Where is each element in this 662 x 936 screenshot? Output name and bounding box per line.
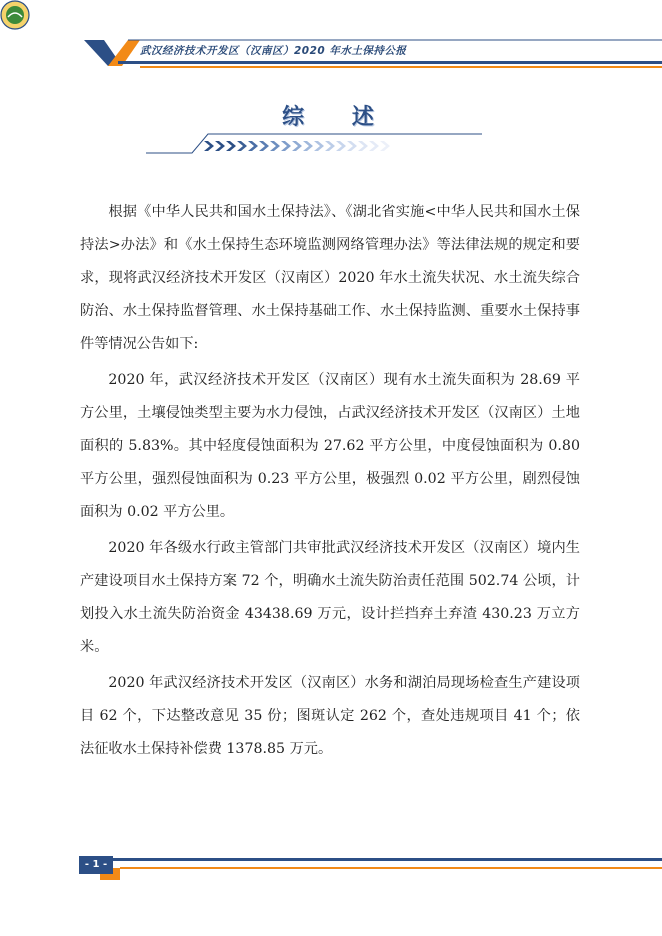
- paragraph-intro: 根据《中华人民共和国水土保持法》、《湖北省实施<中华人民共和国水土保持法>办法》和《水土保持生态环境监测网络管理办法》等法律法规的规定和要求，现将武汉经济技术开发区（汉南区）2020 年水土流失状况、水土流失综合防治、水土保持监督管理、水土保持基础工作、水土保持监测、重要水土保持事件等情况公告如下:: [80, 204, 580, 352]
- section-title: 综 述: [282, 104, 394, 130]
- paragraph-erosion-status: 2020 年，武汉经济技术开发区（汉南区）现有水土流失面积为 28.69 平方公里，土壤侵蚀类型主要为水力侵蚀，占武汉经济技术开发区（汉南区）土地面积的 5.83%。其中轻度侵蚀面积为 27.62 平方公里，中度侵蚀面积为 0.80 平方公里，强烈侵蚀面积为 0.23 平方公里，极强烈 0.02 平方公里，剧烈侵蚀面积为 0.02 平方公里。: [80, 372, 580, 520]
- section-title-arrows: [204, 141, 390, 151]
- footer-line-blue: [113, 858, 662, 861]
- footer-line-orange: [120, 867, 662, 869]
- header-title: 武汉经济技术开发区（汉南区）2020 年水土保持公报: [140, 45, 407, 57]
- paragraph-project-approval: 2020 年各级水行政主管部门共审批武汉经济技术开发区（汉南区）境内生产建设项目水土保持方案 72 个，明确水土流失防治责任范围 502.74 公顷，计划投入水土流失防治资金 43438.69 万元，设计拦挡弃土弃渣 430.23 万立方米。: [80, 540, 580, 655]
- bureau-emblem-icon: [0, 0, 30, 30]
- header-line-orange: [140, 66, 662, 68]
- header-decoration: [0, 0, 662, 80]
- header-line-blue: [118, 61, 662, 64]
- page-number: - 1 -: [79, 856, 113, 874]
- document-body: [80, 196, 580, 769]
- section-title-underline: [146, 134, 482, 153]
- paragraph-supervision: 2020 年武汉经济技术开发区（汉南区）水务和湖泊局现场检查生产建设项目 62 个，下达整改意见 35 份；图斑认定 262 个，查处违规项目 41 个；依法征收水土保持补偿费 1378.85 万元。: [80, 675, 580, 757]
- page-footer: [0, 850, 662, 890]
- section-title-rule: [140, 128, 500, 160]
- page-header: [0, 0, 662, 80]
